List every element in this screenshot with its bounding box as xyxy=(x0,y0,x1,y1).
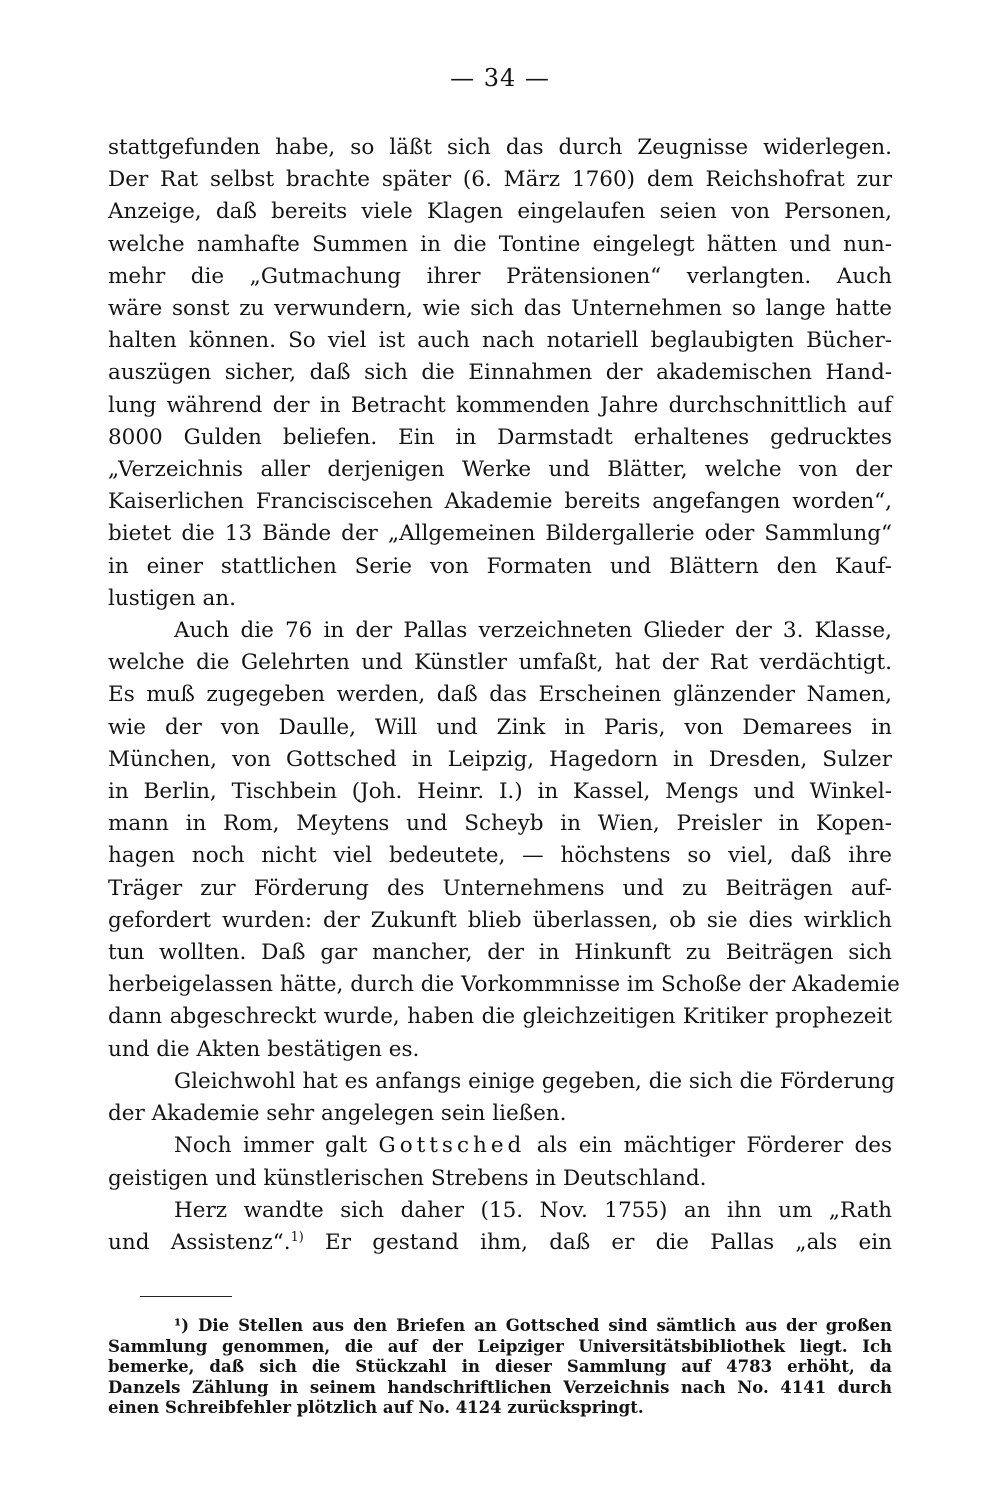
text-line: 8000 Gulden beliefen. Ein in Darmstadt erhaltenes gedrucktes xyxy=(108,424,892,450)
text-line: stattgefunden habe, so läßt sich das durch Zeugnisse widerlegen. xyxy=(108,135,892,160)
text-line: gefordert wurden: der Zukunft blieb überlassen, ob sie dies wirklich xyxy=(108,907,892,933)
text-line: halten können. So viel ist auch nach notariell beglaubigten Bücher- xyxy=(108,328,892,354)
paragraph-1 xyxy=(108,132,892,615)
footnote-line: einen Schreibfehler plötzlich auf No. 4124 zurückspringt. xyxy=(108,1398,644,1417)
footnote-divider xyxy=(140,1296,232,1297)
text-line: wie der von Daulle, Will und Zink in Paris, von Demarees in xyxy=(108,714,892,740)
footnote xyxy=(108,1316,892,1419)
text-line: und die Akten bestätigen es. xyxy=(108,1036,420,1062)
body-text xyxy=(108,132,900,1259)
text-line: Es muß zugegeben werden, daß das Erscheinen glänzender Namen, xyxy=(108,682,892,708)
text-line: wäre sonst zu verwundern, wie sich das Unternehmen so lange hatte xyxy=(108,296,892,322)
text-line: lung während der in Betracht kommenden Jahre durchschnittlich auf xyxy=(108,392,892,418)
text-line: Herz wandte sich daher (15. Nov. 1755) an ihn um „Rath xyxy=(174,1197,892,1223)
text-line: „Verzeichnis aller derjenigen Werke und Blätter, welche von der xyxy=(108,457,892,483)
footnote-line xyxy=(108,1316,892,1337)
paragraph-3 xyxy=(108,1066,895,1130)
text-line: tun wollten. Daß gar mancher, der in Hinkunft zu Beiträgen sich xyxy=(108,940,892,966)
text-line: Auch die 76 in der Pallas verzeichneten Glieder der 3. Klasse, xyxy=(174,618,892,644)
text-line: lustigen an. xyxy=(108,585,236,611)
text-fragment: Noch immer galt xyxy=(174,1133,368,1159)
text-line: München, von Gottsched in Leipzig, Hagedorn in Dresden, Sulzer xyxy=(108,746,892,772)
text-line: welche die Gelehrten und Künstler umfaßt, hat der Rat verdächtigt. xyxy=(108,650,892,676)
text-line: der Akademie sehr angelegen sein ließen. xyxy=(108,1101,567,1127)
text-line: welche namhafte Summen in die Tontine eingelegt hätten und nun- xyxy=(108,231,892,257)
footnote-marker: ¹) xyxy=(174,1316,190,1335)
footnote-line: Sammlung genommen, die auf der Leipziger Universitätsbibliothek liegt. Ich xyxy=(108,1336,892,1356)
text-fragment: und Assistenz“. xyxy=(108,1229,291,1255)
text-line: Träger zur Förderung des Unternehmens und zu Beiträgen auf- xyxy=(108,875,892,901)
paragraph-2 xyxy=(108,615,900,1066)
text-line xyxy=(108,1227,892,1259)
text-line: hagen noch nicht viel bedeutete, — höchstens so viel, daß ihre xyxy=(108,843,892,869)
footnote-line: Danzels Zählung in seinem handschriftlichen Verzeichnis nach No. 4141 durch xyxy=(108,1377,892,1397)
text-line: Gleichwohl hat es anfangs einige gegeben, die sich die Förderung xyxy=(174,1068,895,1094)
text-line: mehr die „Gutmachung ihrer Prätensionen“ verlangten. Auch xyxy=(108,263,892,289)
text-line: dann abgeschreckt wurde, haben die gleichzeitigen Kritiker prophezeit xyxy=(108,1004,892,1030)
text-line: Kaiserlichen Francisciscehen Akademie bereits angefangen worden“, xyxy=(108,489,892,515)
footnote-text: Die Stellen aus den Briefen an Gottsched sind sämtlich aus der großen xyxy=(198,1316,892,1335)
text-fragment: Er gestand ihm, daß er die Pallas „als ein xyxy=(303,1229,892,1255)
page-number: — 34 — xyxy=(450,64,550,92)
text-line: auszügen sicher, daß sich die Einnahmen der akademischen Hand- xyxy=(108,360,892,386)
paragraph-5 xyxy=(108,1195,892,1259)
text-line xyxy=(108,1130,892,1162)
text-line: in einer stattlichen Serie von Formaten und Blättern den Kauf- xyxy=(108,553,892,579)
text-line: mann in Rom, Meytens und Scheyb in Wien, Preisler in Kopen- xyxy=(108,811,892,837)
text-line: herbeigelassen hätte, durch die Vorkommnisse im Schoße der Akademie xyxy=(108,972,900,998)
footnote-reference: 1) xyxy=(290,1229,304,1245)
spaced-name-gottsched: Gottsched xyxy=(378,1133,526,1159)
text-line: geistigen und künstlerischen Strebens in Deutschland. xyxy=(108,1165,707,1191)
text-line: Der Rat selbst brachte später (6. März 1760) dem Reichshofrat zur xyxy=(108,167,892,193)
text-line: bietet die 13 Bände der „Allgemeinen Bildergallerie oder Sammlung“ xyxy=(108,521,892,547)
text-line: Anzeige, daß bereits viele Klagen eingelaufen seien von Personen, xyxy=(108,199,892,225)
paragraph-4 xyxy=(108,1130,892,1194)
footnote-line: bemerke, daß sich die Stückzahl in dieser Sammlung auf 4783 erhöht, da xyxy=(108,1357,892,1376)
text-line: in Berlin, Tischbein (Joh. Heinr. I.) in Kassel, Mengs und Winkel- xyxy=(108,779,892,805)
text-fragment: als ein mächtiger Förderer des xyxy=(536,1133,892,1159)
